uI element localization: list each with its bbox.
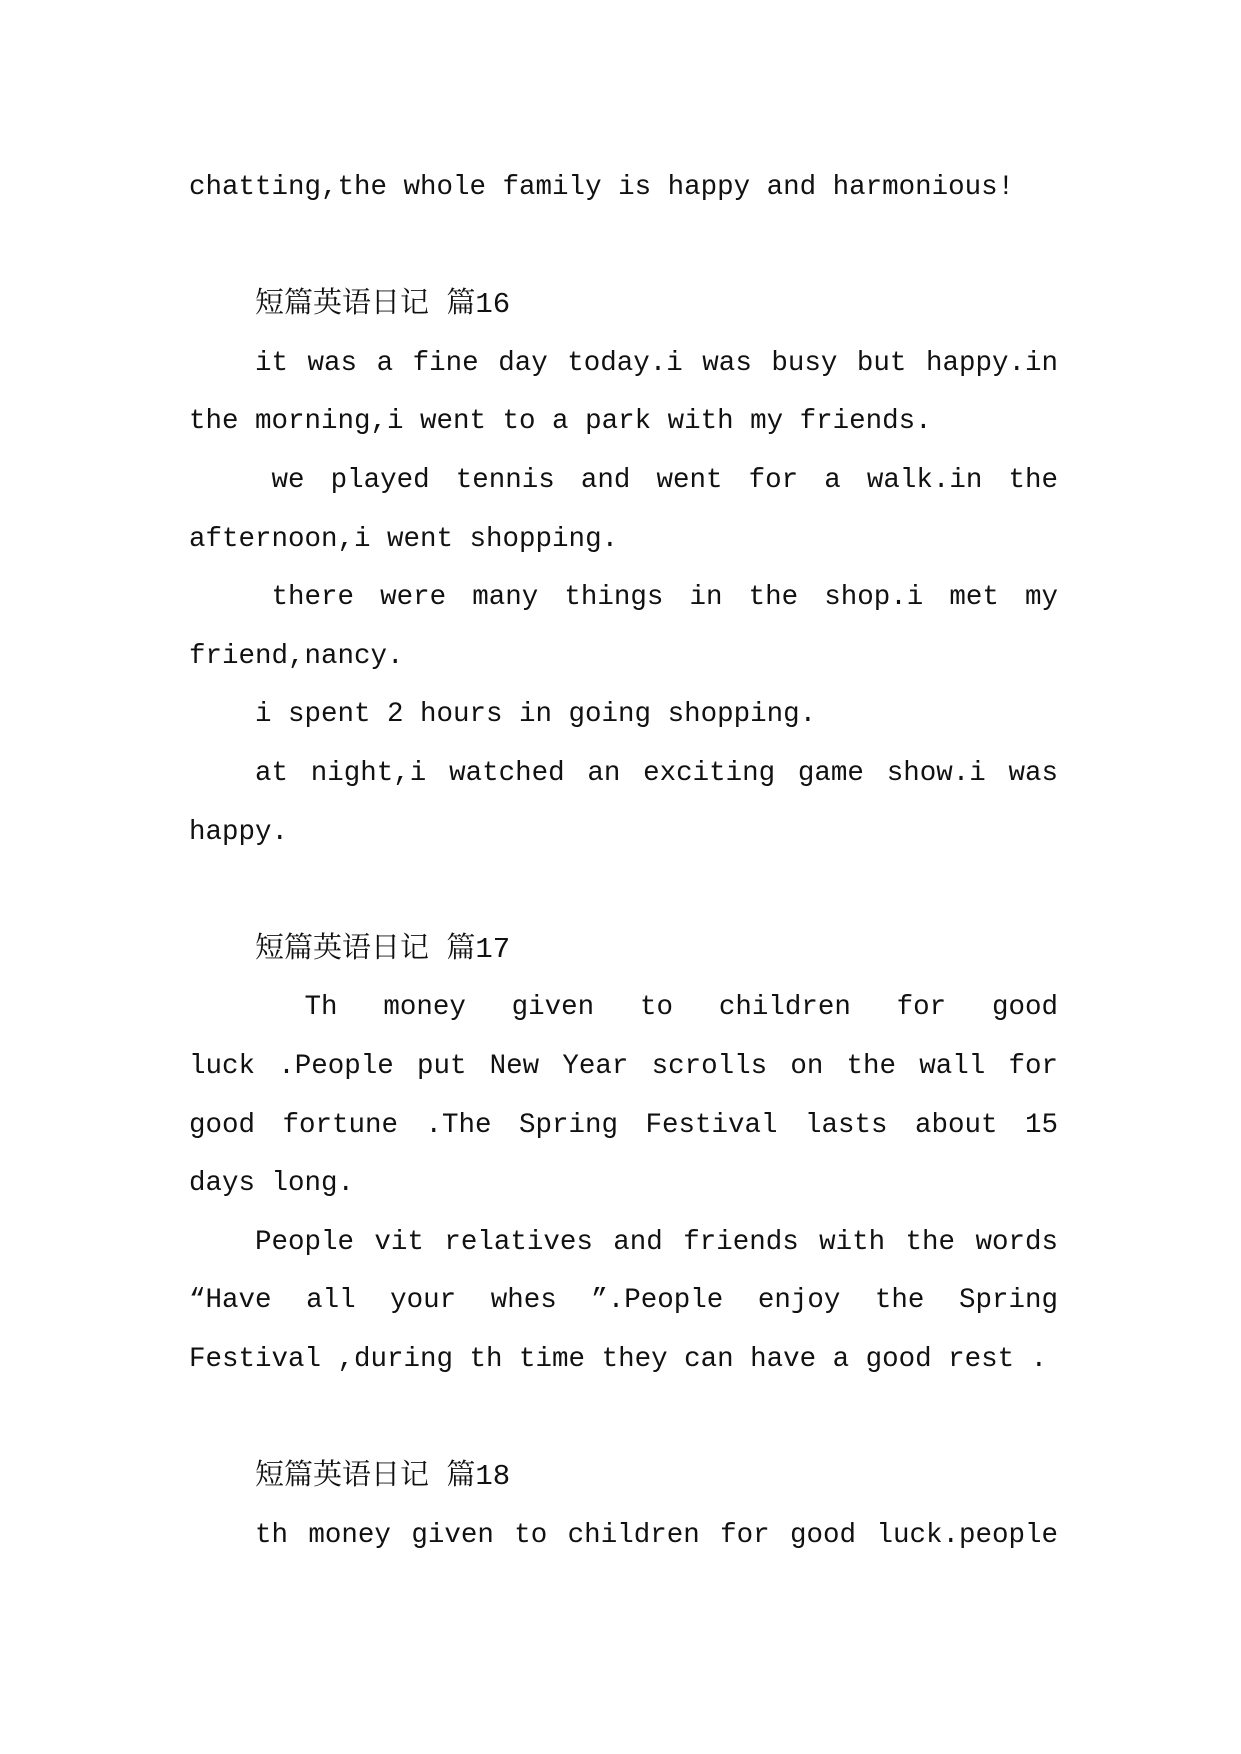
paragraph xyxy=(189,159,1058,218)
paragraph xyxy=(189,335,1058,452)
text-line: chatting,the whole family is happy and harmonious! xyxy=(189,172,1015,203)
text-line: “Have all your whes ”.People enjoy the Spring xyxy=(189,1285,1058,1317)
text-line: we played tennis and went for a walk.in the xyxy=(271,464,1058,496)
paragraph xyxy=(189,452,1058,569)
document-page xyxy=(189,159,1058,1565)
text-line: afternoon,i went shopping. xyxy=(189,523,619,555)
text-line: the morning,i went to a park with my friends. xyxy=(189,406,932,438)
text-line: Th money given to children for good xyxy=(304,992,1058,1024)
paragraph xyxy=(189,745,1058,862)
text-line: good fortune .The Spring Festival lasts about 15 xyxy=(189,1109,1058,1141)
text-line: days long. xyxy=(189,1168,355,1200)
text-line: there were many things in the shop.i met my xyxy=(271,582,1058,614)
blank-line xyxy=(189,218,1058,277)
paragraph xyxy=(189,979,1058,1213)
text-line: friend,nancy. xyxy=(189,640,404,672)
paragraph xyxy=(189,1214,1058,1390)
diary-section xyxy=(189,921,1058,1390)
paragraph xyxy=(189,569,1058,686)
text-line: happy. xyxy=(189,816,289,848)
text-line: Festival ,during th time they can have a good rest . xyxy=(189,1343,1048,1375)
text-line: at night,i watched an exciting game show.i was xyxy=(255,757,1058,789)
diary-section xyxy=(189,276,1058,862)
section-heading: 短篇英语日记 篇18 xyxy=(255,1460,511,1494)
section-heading: 短篇英语日记 篇16 xyxy=(255,288,511,322)
paragraph xyxy=(189,686,1058,745)
paragraph xyxy=(189,1507,1058,1566)
diary-section xyxy=(189,1448,1058,1565)
text-line: it was a fine day today.i was busy but happy.in xyxy=(255,347,1058,379)
blank-line xyxy=(189,862,1058,921)
section-heading: 短篇英语日记 篇17 xyxy=(255,932,511,966)
text-line: th money given to children for good luck.people xyxy=(255,1519,1058,1551)
text-line: i spent 2 hours in going shopping. xyxy=(255,699,817,731)
text-line: People vit relatives and friends with the words xyxy=(255,1226,1058,1258)
blank-line xyxy=(189,1389,1058,1448)
text-line: luck .People put New Year scrolls on the wall for xyxy=(189,1050,1058,1082)
